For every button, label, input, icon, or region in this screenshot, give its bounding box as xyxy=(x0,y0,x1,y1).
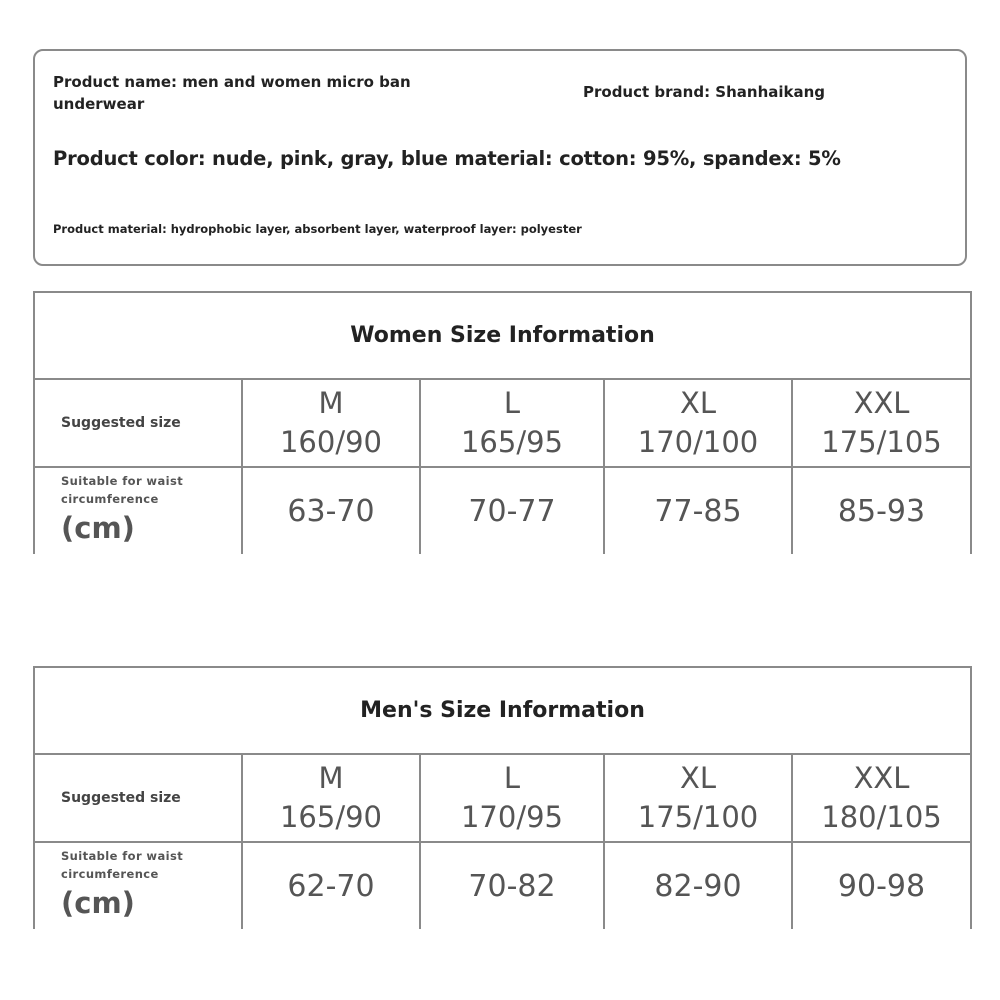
men-size-cell-m: M 165/90 xyxy=(242,754,420,842)
women-waist-unit: (cm) xyxy=(61,511,135,545)
women-waist-label: Suitable for waist circumference xyxy=(61,474,184,506)
women-table-title: Women Size Information xyxy=(34,292,971,379)
men-waist-unit: (cm) xyxy=(61,886,135,920)
men-size-cell-xl: XL 175/100 xyxy=(604,754,792,842)
men-waist-l: 70-82 xyxy=(420,842,604,929)
men-waist-xxl: 90-98 xyxy=(792,842,971,929)
women-size-cell-m: M 160/90 xyxy=(242,379,420,467)
product-material-layers: Product material: hydrophobic layer, absorbent layer, waterproof layer: polyester xyxy=(53,222,582,236)
men-suggested-size-row xyxy=(34,754,971,842)
women-size-cell-xxl: XXL 175/105 xyxy=(792,379,971,467)
men-waist-m: 62-70 xyxy=(242,842,420,929)
women-size-label: Suggested size xyxy=(34,379,242,467)
men-size-cell-xxl: XXL 180/105 xyxy=(792,754,971,842)
women-waist-xl: 77-85 xyxy=(604,467,792,554)
men-table-title: Men's Size Information xyxy=(34,667,971,754)
men-waist-row xyxy=(34,842,971,929)
product-info-box xyxy=(33,49,967,266)
women-size-table xyxy=(33,291,972,554)
men-waist-label: Suitable for waist circumference xyxy=(61,849,184,881)
women-size-cell-l: L 165/95 xyxy=(420,379,604,467)
men-size-label: Suggested size xyxy=(34,754,242,842)
product-color-material: Product color: nude, pink, gray, blue material: cotton: 95%, spandex: 5% xyxy=(53,147,841,170)
men-waist-xl: 82-90 xyxy=(604,842,792,929)
product-brand: Product brand: Shanhaikang xyxy=(583,83,826,101)
women-waist-l: 70-77 xyxy=(420,467,604,554)
women-waist-row xyxy=(34,467,971,554)
women-suggested-size-row xyxy=(34,379,971,467)
product-name: Product name: men and women micro ban underwear xyxy=(53,73,411,113)
women-size-cell-xl: XL 170/100 xyxy=(604,379,792,467)
women-waist-xxl: 85-93 xyxy=(792,467,971,554)
women-waist-m: 63-70 xyxy=(242,467,420,554)
men-waist-label-cell xyxy=(34,842,242,929)
men-size-table xyxy=(33,666,972,929)
men-size-cell-l: L 170/95 xyxy=(420,754,604,842)
women-waist-label-cell xyxy=(34,467,242,554)
